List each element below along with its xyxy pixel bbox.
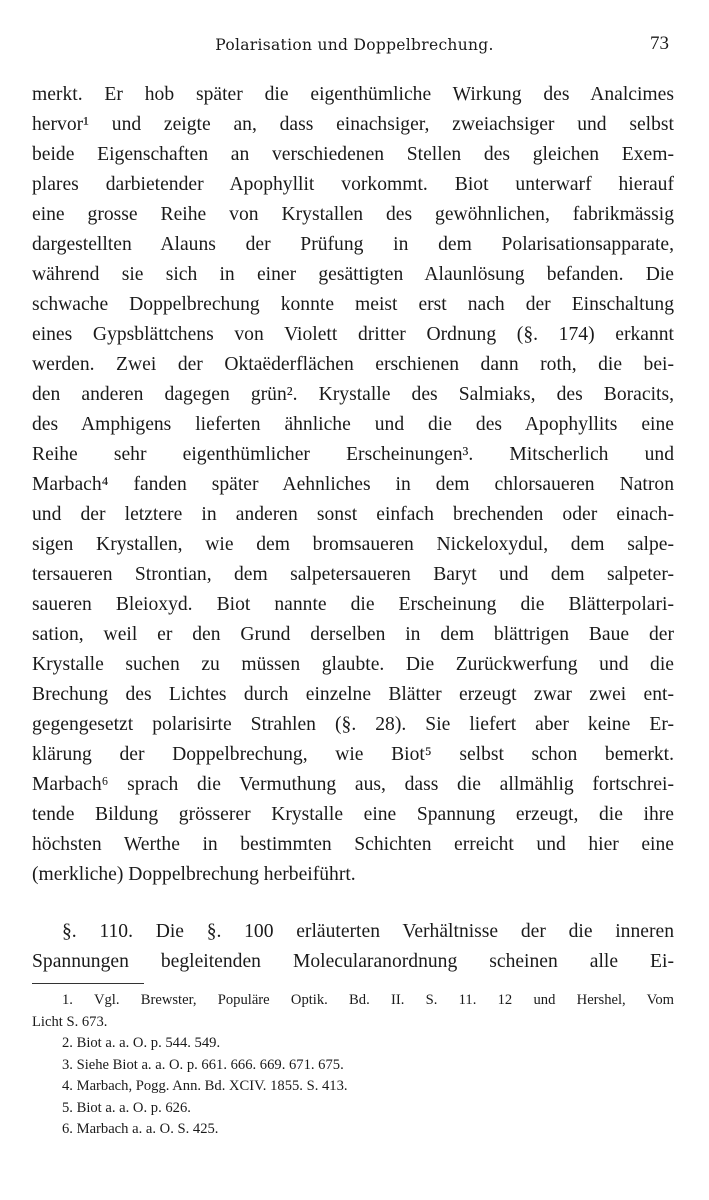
footnote: 1. Vgl. Brewster, Populäre Optik. Bd. II. S. 11. 12 und Hershel, Vom <box>62 992 674 1008</box>
text-line: Krystalle suchen zu müssen glaubte. Die Zurückwerfung und die <box>32 654 674 675</box>
page-header <box>0 33 709 64</box>
footnote: 2. Biot a. a. O. p. 544. 549. <box>62 1035 221 1051</box>
text-line: merkt. Er hob später die eigenthümliche Wirkung des Analcimes <box>32 84 674 105</box>
text-line: Marbach⁶ sprach die Vermuthung aus, dass die allmählig fortschrei- <box>32 774 674 795</box>
footnote: Licht S. 673. <box>32 1013 108 1030</box>
main-text <box>32 80 674 977</box>
paragraph-gap <box>32 890 674 917</box>
text-line: Brechung des Lichtes durch einzelne Blätter erzeugt zwar zwei ent- <box>32 684 674 705</box>
footnotes <box>32 990 674 1141</box>
text-line: eines Gypsblättchens von Violett dritter Ordnung (§. 174) erkannt <box>32 324 674 345</box>
text-line: hervor¹ und zeigte an, dass einachsiger, zweiachsiger und selbst <box>32 114 674 135</box>
text-line: Reihe sehr eigenthümlicher Erscheinungen³. Mitscherlich und <box>32 444 674 465</box>
text-line: Marbach⁴ fanden später Aehnliches in dem chlorsaueren Natron <box>32 474 674 495</box>
text-line: werden. Zwei der Oktaëderflächen erschienen dann roth, die bei- <box>32 354 674 375</box>
text-line: höchsten Werthe in bestimmten Schichten erreicht und hier eine <box>32 834 674 855</box>
text-line: plares darbietender Apophyllit vorkommt. Biot unterwarf hierauf <box>32 174 674 195</box>
text-line: des Amphigens lieferten ähnliche und die des Apophyllits eine <box>32 414 674 435</box>
text-line: (merkliche) Doppelbrechung herbeiführt. <box>32 864 356 885</box>
footnote: 3. Siehe Biot a. a. O. p. 661. 666. 669. 671. 675. <box>62 1056 344 1073</box>
section-line: Spannungen begleitenden Molecularanordnung scheinen alle Ei- <box>32 951 674 972</box>
running-head: Polarisation und Doppelbrechung. <box>215 36 494 54</box>
text-line: klärung der Doppelbrechung, wie Biot⁵ selbst schon bemerkt. <box>32 744 674 765</box>
page-number: 73 <box>650 33 669 54</box>
text-line: den anderen dagegen grün². Krystalle des Salmiaks, des Boracits, <box>32 384 674 405</box>
footnote-rule <box>32 983 144 984</box>
footnote: 4. Marbach, Pogg. Ann. Bd. XCIV. 1855. S. 413. <box>62 1078 348 1094</box>
text-line: und der letztere in anderen sonst einfach brechenden oder einach- <box>32 504 674 525</box>
section-line: §. 110. Die §. 100 erläuterten Verhältnisse der die inneren <box>62 921 674 942</box>
text-line: eine grosse Reihe von Krystallen des gewöhnlichen, fabrikmässig <box>32 204 674 225</box>
text-line: dargestellten Alauns der Prüfung in dem Polarisationsapparate, <box>32 234 674 255</box>
text-line: tende Bildung grösserer Krystalle eine Spannung erzeugt, die ihre <box>32 804 674 825</box>
footnote: 6. Marbach a. a. O. S. 425. <box>62 1121 219 1137</box>
footnote: 5. Biot a. a. O. p. 626. <box>62 1099 191 1116</box>
text-line: sation, weil er den Grund derselben in dem blättrigen Baue der <box>32 624 674 645</box>
text-line: saueren Bleioxyd. Biot nannte die Erscheinung die Blätterpolari- <box>32 594 674 615</box>
text-line: schwache Doppelbrechung konnte meist erst nach der Einschaltung <box>32 294 674 315</box>
text-line: gegengesetzt polarisirte Strahlen (§. 28). Sie liefert aber keine Er- <box>32 714 674 735</box>
text-line: tersaueren Strontian, dem salpetersaueren Baryt und dem salpeter- <box>32 564 674 585</box>
text-line: beide Eigenschaften an verschiedenen Stellen des gleichen Exem- <box>32 144 674 165</box>
text-line: sigen Krystallen, wie dem bromsaueren Nickeloxydul, dem salpe- <box>32 534 674 555</box>
text-line: während sie sich in einer gesättigten Alaunlösung befanden. Die <box>32 264 674 285</box>
